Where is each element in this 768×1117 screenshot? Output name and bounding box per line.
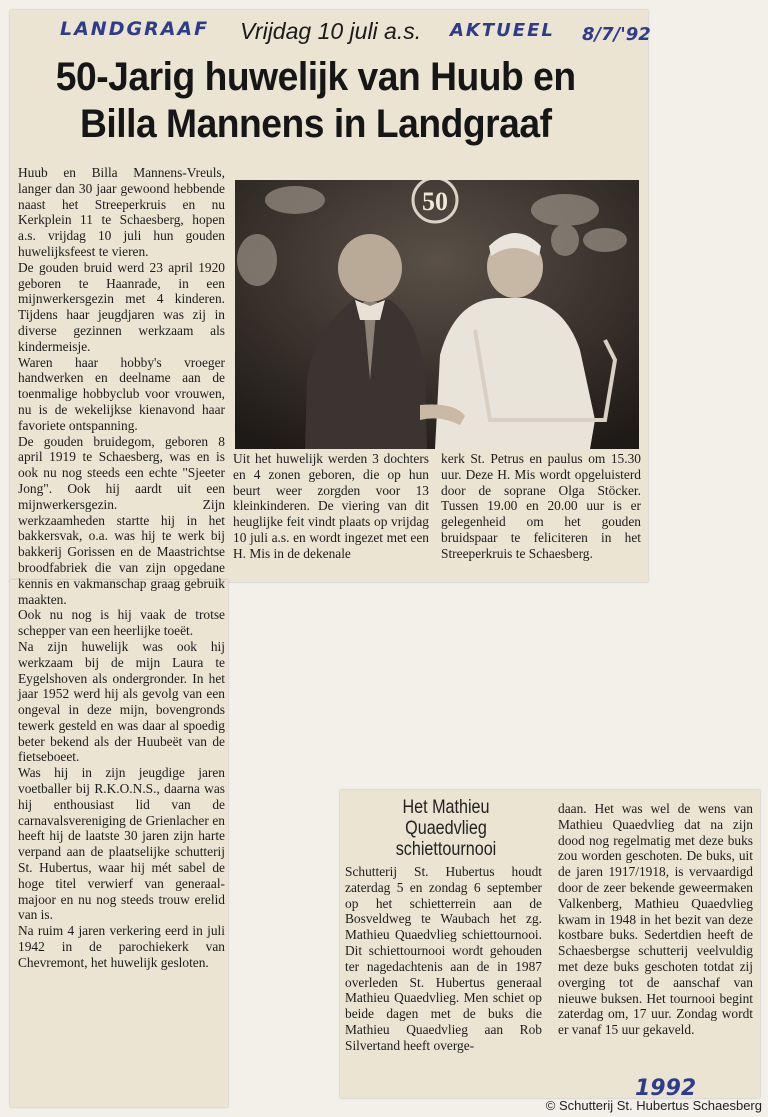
handwritten-date: 8/7/'92 (582, 24, 651, 45)
paragraph: Huub en Billa Mannens-Vreuls, langer dan 30 jaar gewoond hebbende naast het Streeperkruis en nu Kerkplein 11 te Schaesberg, hopen a.s. vrijdag 10 juli hun gouden huwelijksfeest te vieren. (18, 165, 225, 259)
couple-photo (235, 180, 639, 449)
paragraph: Na ruim 4 jaren verkering eerd in juli 1942 in de parochiekerk van Chevremont, het huwelijk gesloten. (18, 923, 225, 970)
tournament-title-line-3: schiettournooi (395, 839, 497, 860)
copyright-credit: © Schutterij St. Hubertus Schaesberg (545, 1098, 762, 1113)
tournament-column-2: daan. Het was wel de wens van Mathieu Quaedvlieg dat na zijn dood nog regelmatig met deze buks zou worden geschoten. De buks, uit de jaren 1917/1918, is vervaardigd door de zeer bekende geweermaken Valkenberg, Mathieu Quaedvlieg kwam in 1948 in het bezit van deze kostbare buks. Sedertdien heeft de Schaesbergse schutterij veelvuldig met deze buks geschoten totdat zij overging tot de aanschaf van nieuwe buksen. Het tournooi begint zaterdag om, 17 uur. Zondag wordt er vanaf 15 uur gekaveld. (558, 801, 753, 1038)
couple-photo-illustration (235, 180, 639, 449)
article-body-column (18, 165, 225, 1095)
tournament-title-line-2: Quaedvlieg (405, 818, 487, 839)
anniversary-badge: 50 (422, 187, 448, 216)
handwritten-newspaper-name: LANDGRAAF (60, 18, 210, 40)
headline-line-1: 50-Jarig huwelijk van Huub en (55, 55, 576, 99)
paragraph: Na zijn huwelijk was ook hij werkzaam bij de mijn Laura te Eygelshoven als ondergronder. In het jaar 1952 werd hij als gevolg van een ongeval in deze mijn, bovengronds tewerk gesteld en was daar al spoedig beter bekend als der Huubeët van de fietseboeet. (18, 638, 225, 765)
handwritten-section: AKTUEEL (450, 20, 555, 41)
handwritten-year: 1992 (635, 1076, 697, 1101)
headline (20, 54, 611, 148)
tournament-title (361, 797, 531, 860)
tournament-title-line-1: Het Mathieu (402, 797, 490, 818)
paragraph: Ook nu nog is hij vaak de trotse schepper van een heerlijke toeët. (18, 607, 225, 639)
headline-line-2: Billa Mannens in Landgraaf (79, 102, 552, 146)
tournament-column-1: Schutterij St. Hubertus houdt zaterdag 5 en zondag 6 september op het schietterrein aan de Bosveldweg te Waubach het zg. Mathieu Quaedvlieg schiettournooi. Dit schiettournooi wordt gehouden ter nagedachtenis aan de in 1987 overleden St. Hubertus generaal Mathieu Quaedvlieg. Men schiet op beide dagen met de buks die Mathieu Quaedvlieg aan Rob Silvertand heeft overge- (345, 864, 542, 1053)
caption-column-2: kerk St. Petrus en paulus om 15.30 uur. Deze H. Mis wordt opgeluisterd door de soprane Olga Stöcker. Tussen 19.00 en 20.00 uur is er gelegenheid om het gouden bruidspaar te feliciteren in het Streeperkruis te Schaesberg. (441, 451, 641, 561)
paragraph: Waren haar hobby's vroeger handwerken en deelname aan de toenmalige hobbyclub voor vrouwen, nu is de wekelijkse kienavond haar favoriete ontspanning. (18, 354, 225, 433)
paragraph: De gouden bruidegom, geboren 8 april 1919 te Schaesberg, was en is ook nu nog steeds een echte "Sjeeter Jong". Ook hij aardt uit een mijnwerkersgezin. Zijn werkzaamheden startte hij in het bakkersvak, o.a. was hij te werk bij bakkerij Gorissen en de Maastrichtse broodfabriek die van zijn opgedane kennis en vakmanschap graag gebruik maakten. (18, 433, 225, 607)
paragraph: Was hij in zijn jeugdige jaren voetballer bij R.K.O.N.S., daarna was hij enthousiast lid van de carnavalsvereniging de Grienlacher en heeft hij de laatste 30 jaren zijn harte verpand aan de plaatselijke schutterij St. Hubertus, waar hij mét sabel de hoge titel verwierf van generaal-majoor en nu nog steeds trouw erelid van is. (18, 765, 225, 923)
caption-column-1: Uit het huwelijk werden 3 dochters en 4 zonen geboren, die op hun beurt weer zorgden voor 13 kleinkinderen. De viering van dit heuglijke feit vindt plaats op vrijdag 10 juli a.s. en wordt ingezet met een H. Mis in de dekenale (233, 451, 429, 561)
dateline: Vrijdag 10 juli a.s. (240, 18, 422, 44)
paragraph: De gouden bruid werd 23 april 1920 geboren te Haanrade, in een mijnwerkersgezin met 4 kinderen. Tijdens haar jeugdjaren was zij in diverse gezinnen werkzaam als kindermeisje. (18, 259, 225, 354)
